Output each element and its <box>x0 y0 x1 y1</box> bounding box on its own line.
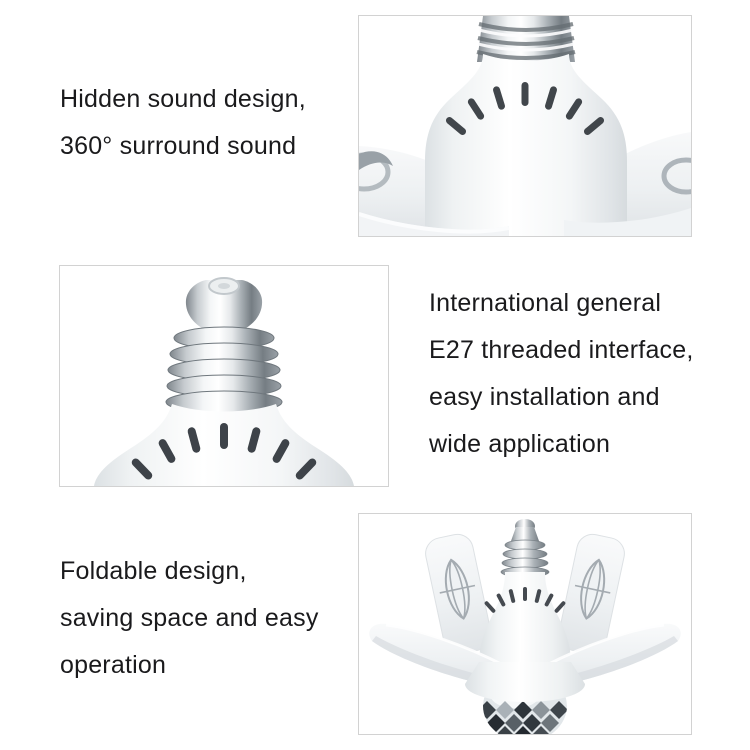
product-photo-speaker-vents <box>358 15 692 237</box>
product-photo-folded-bulb <box>358 513 692 735</box>
feature-line: International general <box>429 289 662 317</box>
feature-line: easy installation and <box>429 383 660 411</box>
feature-line: 360° surround sound <box>60 132 297 160</box>
feature-line: Foldable design, <box>60 557 247 585</box>
bulb-shoulder <box>94 404 354 486</box>
feature-line: Hidden sound design, <box>60 85 306 113</box>
feature-line: saving space and easy <box>60 604 319 632</box>
e27-screw-cap <box>501 519 549 577</box>
screw-thread-ridges <box>166 327 282 413</box>
folded-fan-bulb-illustration <box>359 514 691 734</box>
product-photo-e27-base <box>59 265 389 487</box>
blade-hub <box>465 662 585 702</box>
bulb-body <box>425 54 627 236</box>
feature-line: wide application <box>429 430 611 458</box>
feature-text-e27-interface <box>429 280 694 468</box>
bulb-center-body <box>479 572 571 664</box>
e27-base-illustration <box>60 266 388 486</box>
metal-screw-threads <box>477 16 575 62</box>
feature-line: operation <box>60 651 167 679</box>
bulb-vents-illustration <box>359 16 691 236</box>
e27-screw-base <box>166 278 282 413</box>
feature-text-hidden-sound <box>60 76 306 170</box>
feature-line: E27 threaded interface, <box>429 336 694 364</box>
feature-text-foldable <box>60 548 319 689</box>
